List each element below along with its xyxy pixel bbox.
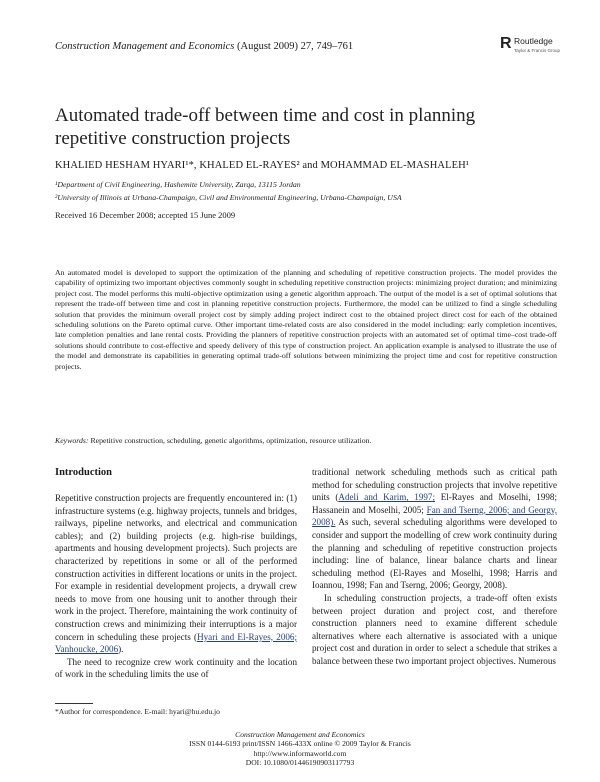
footnote-divider xyxy=(55,703,93,704)
article-title: Automated trade-off between time and cost in planning repetitive construction projects xyxy=(55,105,476,149)
correspondence-footnote: *Author for correspondence. E-mail: hyari@hu.edu.jo xyxy=(55,707,220,716)
footer-issn: ISSN 0144-6193 print/ISSN 1466-433X online © 2009 Taylor & Francis xyxy=(189,739,411,749)
footer-doi: DOI: 10.1080/01446190903117793 xyxy=(245,758,355,768)
journal-citation-line xyxy=(55,41,353,52)
page-footer xyxy=(0,730,600,768)
paragraph: traditional network scheduling methods such as critical path method for scheduling construction projects that involve repetitive units (Adeli and Karim, 1997; El-Rayes and Moselhi, 1998; Hassanein and Moselhi, 2005; Fan and Tserng, 2006; and Georgy, 2008). As such, several scheduling algorithms were developed to consider and support the modelling of crew work continuity during the planning and scheduling of repetitive construction projects including: line of balance, linear balance charts and linear scheduling method (El-Rayes and Moselhi, 1998; Harris and Ioannou, 1998; Fan and Tserng, 2006; Georgy, 2008). xyxy=(312,467,558,591)
abstract: An automated model is developed to support the optimization of the planning and scheduling of repetitive construction projects. The model provides the capability of optimizing two important objectives commonly sought in scheduling repetitive construction projects: minimizing project duration; and minimizing project cost. The model performs this multi-objective optimization using a genetic algorithm approach. The output of the model is a set of optimal solutions that represent the trade-off between time and cost in planning repetitive construction projects. Furthermore, the model can be utilized to find a single scheduling solution that provides the minimum overall project cost by simply adding project indirect cost to the obtained project direct cost for each of the obtained scheduling solutions on the Pareto optimal curve. Other important time-related costs are also considered in the model including: early completion incentives, late completion penalties and lane rental costs. Providing the planners of repetitive construction projects with an automated set of optimal time–cost trade-off solutions should contribute to cost-effective and speedy delivery of this type of construction project. An application example is analysed to illustrate the use of the model and demonstrate its capabilities in generating optimal trade-off solutions between minimizing the project time and cost for repetitive construction projects. xyxy=(55,268,557,371)
section-heading-introduction: Introduction xyxy=(55,467,112,478)
footer-journal: Construction Management and Economics xyxy=(235,730,365,739)
paragraph: The need to recognize crew work continuity and the location of work in the scheduling limits the use of xyxy=(55,656,297,680)
left-column xyxy=(55,466,297,681)
journal-volume-pages: (August 2009) 27, 749–761 xyxy=(236,41,354,52)
publisher-logo xyxy=(500,36,560,56)
affiliation-2: ²University of Illinois at Urbana-Champaign, Civil and Environmental Engineering, Urbana-Champaign, USA xyxy=(55,193,402,202)
citation-link[interactable]: Fan and Tserng, 2006; and Georgy, 2008). xyxy=(312,504,557,528)
keywords-label: Keywords: xyxy=(55,436,89,445)
keywords-list: Repetitive construction, scheduling, genetic algorithms, optimization, resource utilization. xyxy=(90,436,372,445)
paragraph: Repetitive construction projects are frequently encountered in: (1) infrastructure systems (e.g. highway projects, tunnels and bridges, railways, pipeline networks, and electrical and communication cables); and (2) building projects (e.g. high-rise buildings, apartments and housing development projects). Such projects are characterized by repetitions in some or all of the performed construction activities in different locations or units in the project. For example in residential development projects, a drywall crew needs to move from one housing unit to another through their work in the project. Therefore, maintaining the work continuity of construction crews and minimizing their interruptions is a major concern in scheduling these projects (Hyari and El-Rayes, 2006; Vanhoucke, 2006). xyxy=(55,493,297,655)
paragraph: In scheduling construction projects, a trade-off often exists between project duration and project cost, and therefore construction planners need to examine different schedule alternatives where each alternative is associated with a unique project cost and duration in order to select a schedule that strikes a balance between these two important project objectives. Numerous xyxy=(312,592,557,666)
journal-name: Construction Management and Economics xyxy=(55,41,235,52)
affiliation-1: ¹Department of Civil Engineering, Hashemite University, Zarqa, 13115 Jordan xyxy=(55,180,301,189)
keywords xyxy=(55,436,557,445)
routledge-logo-icon: R xyxy=(499,35,512,52)
citation-link[interactable]: Hyari and El-Rayes, 2006; Vanhoucke, 2006 xyxy=(55,631,297,655)
publisher-name: Routledge xyxy=(513,36,553,46)
right-column xyxy=(312,466,557,668)
footer-url[interactable]: http://www.informaworld.com xyxy=(253,748,347,758)
publisher-tagline: Taylor & Francis Group xyxy=(513,48,560,53)
citation-link[interactable]: Adeli and Karim, 1997; xyxy=(338,492,436,503)
author-list: KHALIED HESHAM HYARI¹*, KHALED EL-RAYES² and MOHAMMAD EL-MASHALEH¹ xyxy=(55,160,470,171)
received-dates: Received 16 December 2008; accepted 15 June 2009 xyxy=(55,210,236,220)
